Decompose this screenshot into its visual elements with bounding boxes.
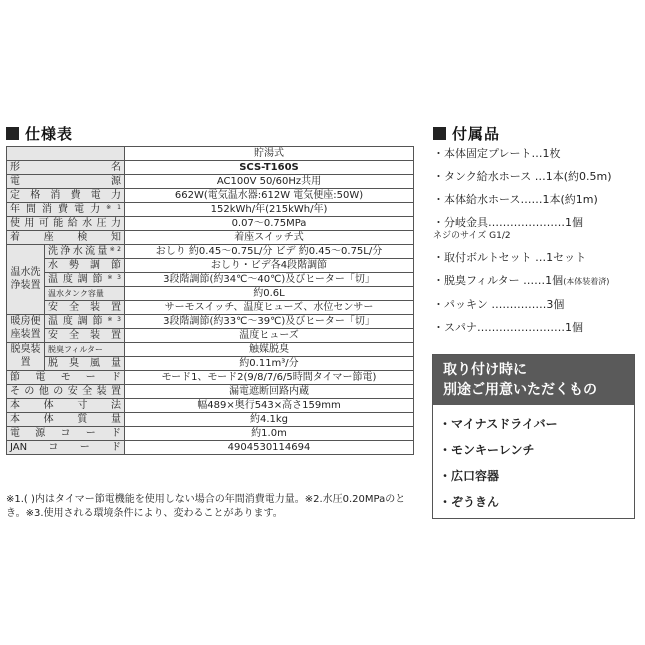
accessories-list bbox=[433, 147, 633, 335]
seat-safety-label: 安全装置 bbox=[45, 329, 125, 343]
mass-value: 約4.1kg bbox=[125, 413, 414, 427]
table-row bbox=[7, 259, 414, 273]
pressure-value: 0.07〜0.75MPa bbox=[125, 217, 414, 231]
list-item: ・広口容器 bbox=[439, 469, 500, 483]
table-row bbox=[7, 357, 414, 371]
size-label: 本体寸法 bbox=[7, 399, 125, 413]
table-row bbox=[7, 189, 414, 203]
list-item-subline: ネジのサイズ G1/2 bbox=[433, 231, 511, 241]
flow-mark: ※2 bbox=[109, 245, 121, 253]
pressure-label: 使用可能給水圧力 bbox=[7, 217, 125, 231]
table-row bbox=[7, 175, 414, 189]
power-value: AC100V 50/60Hz共用 bbox=[125, 175, 414, 189]
table-row bbox=[7, 203, 414, 217]
accessories-heading-text: 付属品 bbox=[452, 125, 501, 143]
preparation-heading bbox=[433, 355, 634, 405]
annual-value: 152kWh/年(215kWh/年) bbox=[125, 203, 414, 217]
jan-value: 4904530114694 bbox=[125, 441, 414, 455]
list-item: ・パッキン ……………3個 bbox=[433, 298, 565, 311]
save-value: モード1、モード2(9/8/7/6/5時間タイマー節電) bbox=[125, 371, 414, 385]
flow-label: 洗浄水流量 bbox=[48, 245, 110, 257]
list-item: ・本体給水ホース……1本(約1m) bbox=[433, 193, 598, 206]
spec-heading-text: 仕様表 bbox=[25, 125, 74, 143]
force-label: 水勢調節 bbox=[45, 259, 125, 273]
seat-temp-value: 3段階調節(約33℃〜39℃)及びヒーター「切」 bbox=[125, 315, 414, 329]
seat-group-label: 暖房便座装置 bbox=[7, 315, 45, 343]
wash-temp-mark: ※3 bbox=[107, 273, 121, 281]
wash-safety-value: サーモスイッチ、温度ヒューズ、水位センサー bbox=[125, 301, 414, 315]
table-row bbox=[7, 301, 414, 315]
deo-air-label: 脱臭風量 bbox=[45, 357, 125, 371]
list-item-note: (本体装着済) bbox=[563, 277, 610, 286]
deo-air-value: 約0.11m³/分 bbox=[125, 357, 414, 371]
table-row bbox=[7, 371, 414, 385]
tank-value: 約0.6L bbox=[125, 287, 414, 301]
table-row bbox=[7, 343, 414, 357]
deo-filter-value: 触媒脱臭 bbox=[125, 343, 414, 357]
preparation-list bbox=[433, 405, 634, 515]
type-value: 貯湯式 bbox=[125, 147, 414, 161]
preparation-box bbox=[432, 354, 635, 519]
rated-value: 662W(電気温水器:612W 電気便座:50W) bbox=[125, 189, 414, 203]
list-item: ・分岐金具…………………1個 bbox=[433, 216, 583, 229]
table-row bbox=[7, 329, 414, 343]
deo-filter-label: 脱臭フィルター bbox=[45, 343, 125, 357]
type-label-cell bbox=[7, 147, 125, 161]
list-item: ・マイナスドライバー bbox=[439, 417, 558, 431]
table-row bbox=[7, 161, 414, 175]
list-item: ・モンキーレンチ bbox=[439, 443, 535, 457]
tank-label: 温水タンク容量 bbox=[45, 287, 125, 301]
table-row bbox=[7, 427, 414, 441]
annual-label-cell bbox=[7, 203, 125, 217]
table-row bbox=[7, 245, 414, 259]
preparation-heading-line1: 取り付け時に bbox=[443, 362, 527, 378]
flow-label-cell bbox=[45, 245, 125, 259]
spec-table bbox=[6, 146, 414, 455]
wash-safety-label: 安全装置 bbox=[45, 301, 125, 315]
list-item: ・本体固定プレート…1枚 bbox=[433, 147, 561, 160]
wash-temp-label-cell bbox=[45, 273, 125, 287]
seat-detect-label: 着座検知 bbox=[7, 231, 125, 245]
accessories-heading bbox=[433, 123, 500, 144]
wash-group-label: 温水洗浄装置 bbox=[7, 245, 45, 315]
force-value: おしり・ビデ各4段階調節 bbox=[125, 259, 414, 273]
deo-group-label: 脱臭装置 bbox=[7, 343, 45, 371]
list-item: ・スパナ……………………1個 bbox=[433, 321, 583, 334]
table-row bbox=[7, 287, 414, 301]
model-label: 形名 bbox=[7, 161, 125, 175]
mass-label: 本体質量 bbox=[7, 413, 125, 427]
other-safety-value: 漏電遮断回路内蔵 bbox=[125, 385, 414, 399]
table-row bbox=[7, 231, 414, 245]
cord-value: 約1.0m bbox=[125, 427, 414, 441]
size-value: 幅489×奥行543×高さ159mm bbox=[125, 399, 414, 413]
flow-value: おしり 約0.45〜0.75L/分 ビデ 約0.45〜0.75L/分 bbox=[125, 245, 414, 259]
wash-temp-value: 3段階調節(約34℃〜40℃)及びヒーター「切」 bbox=[125, 273, 414, 287]
table-row bbox=[7, 147, 414, 161]
list-item-text: ・脱臭フィルター ……1個 bbox=[433, 274, 564, 287]
list-item: ・取付ボルトセット …1セット bbox=[433, 251, 587, 264]
power-label: 電源 bbox=[7, 175, 125, 189]
wash-temp-label: 温度調節 bbox=[48, 273, 108, 285]
table-row bbox=[7, 385, 414, 399]
table-row bbox=[7, 217, 414, 231]
table-row bbox=[7, 413, 414, 427]
preparation-heading-line2: 別途ご用意いただくもの bbox=[443, 382, 597, 398]
list-item: ・ぞうきん bbox=[439, 495, 500, 509]
annual-label: 年間消費電力 bbox=[10, 203, 107, 215]
table-row bbox=[7, 315, 414, 329]
seat-temp-label: 温度調節 bbox=[48, 315, 108, 327]
table-row bbox=[7, 399, 414, 413]
seat-safety-value: 温度ヒューズ bbox=[125, 329, 414, 343]
seat-temp-mark: ※3 bbox=[107, 315, 121, 323]
other-safety-label: その他の安全装置 bbox=[7, 385, 125, 399]
spec-heading bbox=[6, 123, 73, 144]
spec-footnote: ※1.( )内はタイマー節電機能を使用しない場合の年間消費電力量。※2.水圧0.20MPaのとき。※3.使用される環境条件により、変わることがあります。 bbox=[6, 494, 406, 519]
model-value: SCS-T160S bbox=[125, 161, 414, 175]
jan-label: JANコード bbox=[7, 441, 125, 455]
seat-temp-label-cell bbox=[45, 315, 125, 329]
cord-label: 電源コード bbox=[7, 427, 125, 441]
annual-mark: ※1 bbox=[106, 203, 121, 211]
square-bullet-icon bbox=[6, 127, 19, 140]
seat-detect-value: 着座スイッチ式 bbox=[125, 231, 414, 245]
square-bullet-icon bbox=[433, 127, 446, 140]
table-row bbox=[7, 441, 414, 455]
table-row bbox=[7, 273, 414, 287]
list-item: ・タンク給水ホース …1本(約0.5m) bbox=[433, 170, 612, 183]
rated-label: 定格消費電力 bbox=[7, 189, 125, 203]
save-label: 節電モード bbox=[7, 371, 125, 385]
list-item bbox=[433, 274, 633, 289]
